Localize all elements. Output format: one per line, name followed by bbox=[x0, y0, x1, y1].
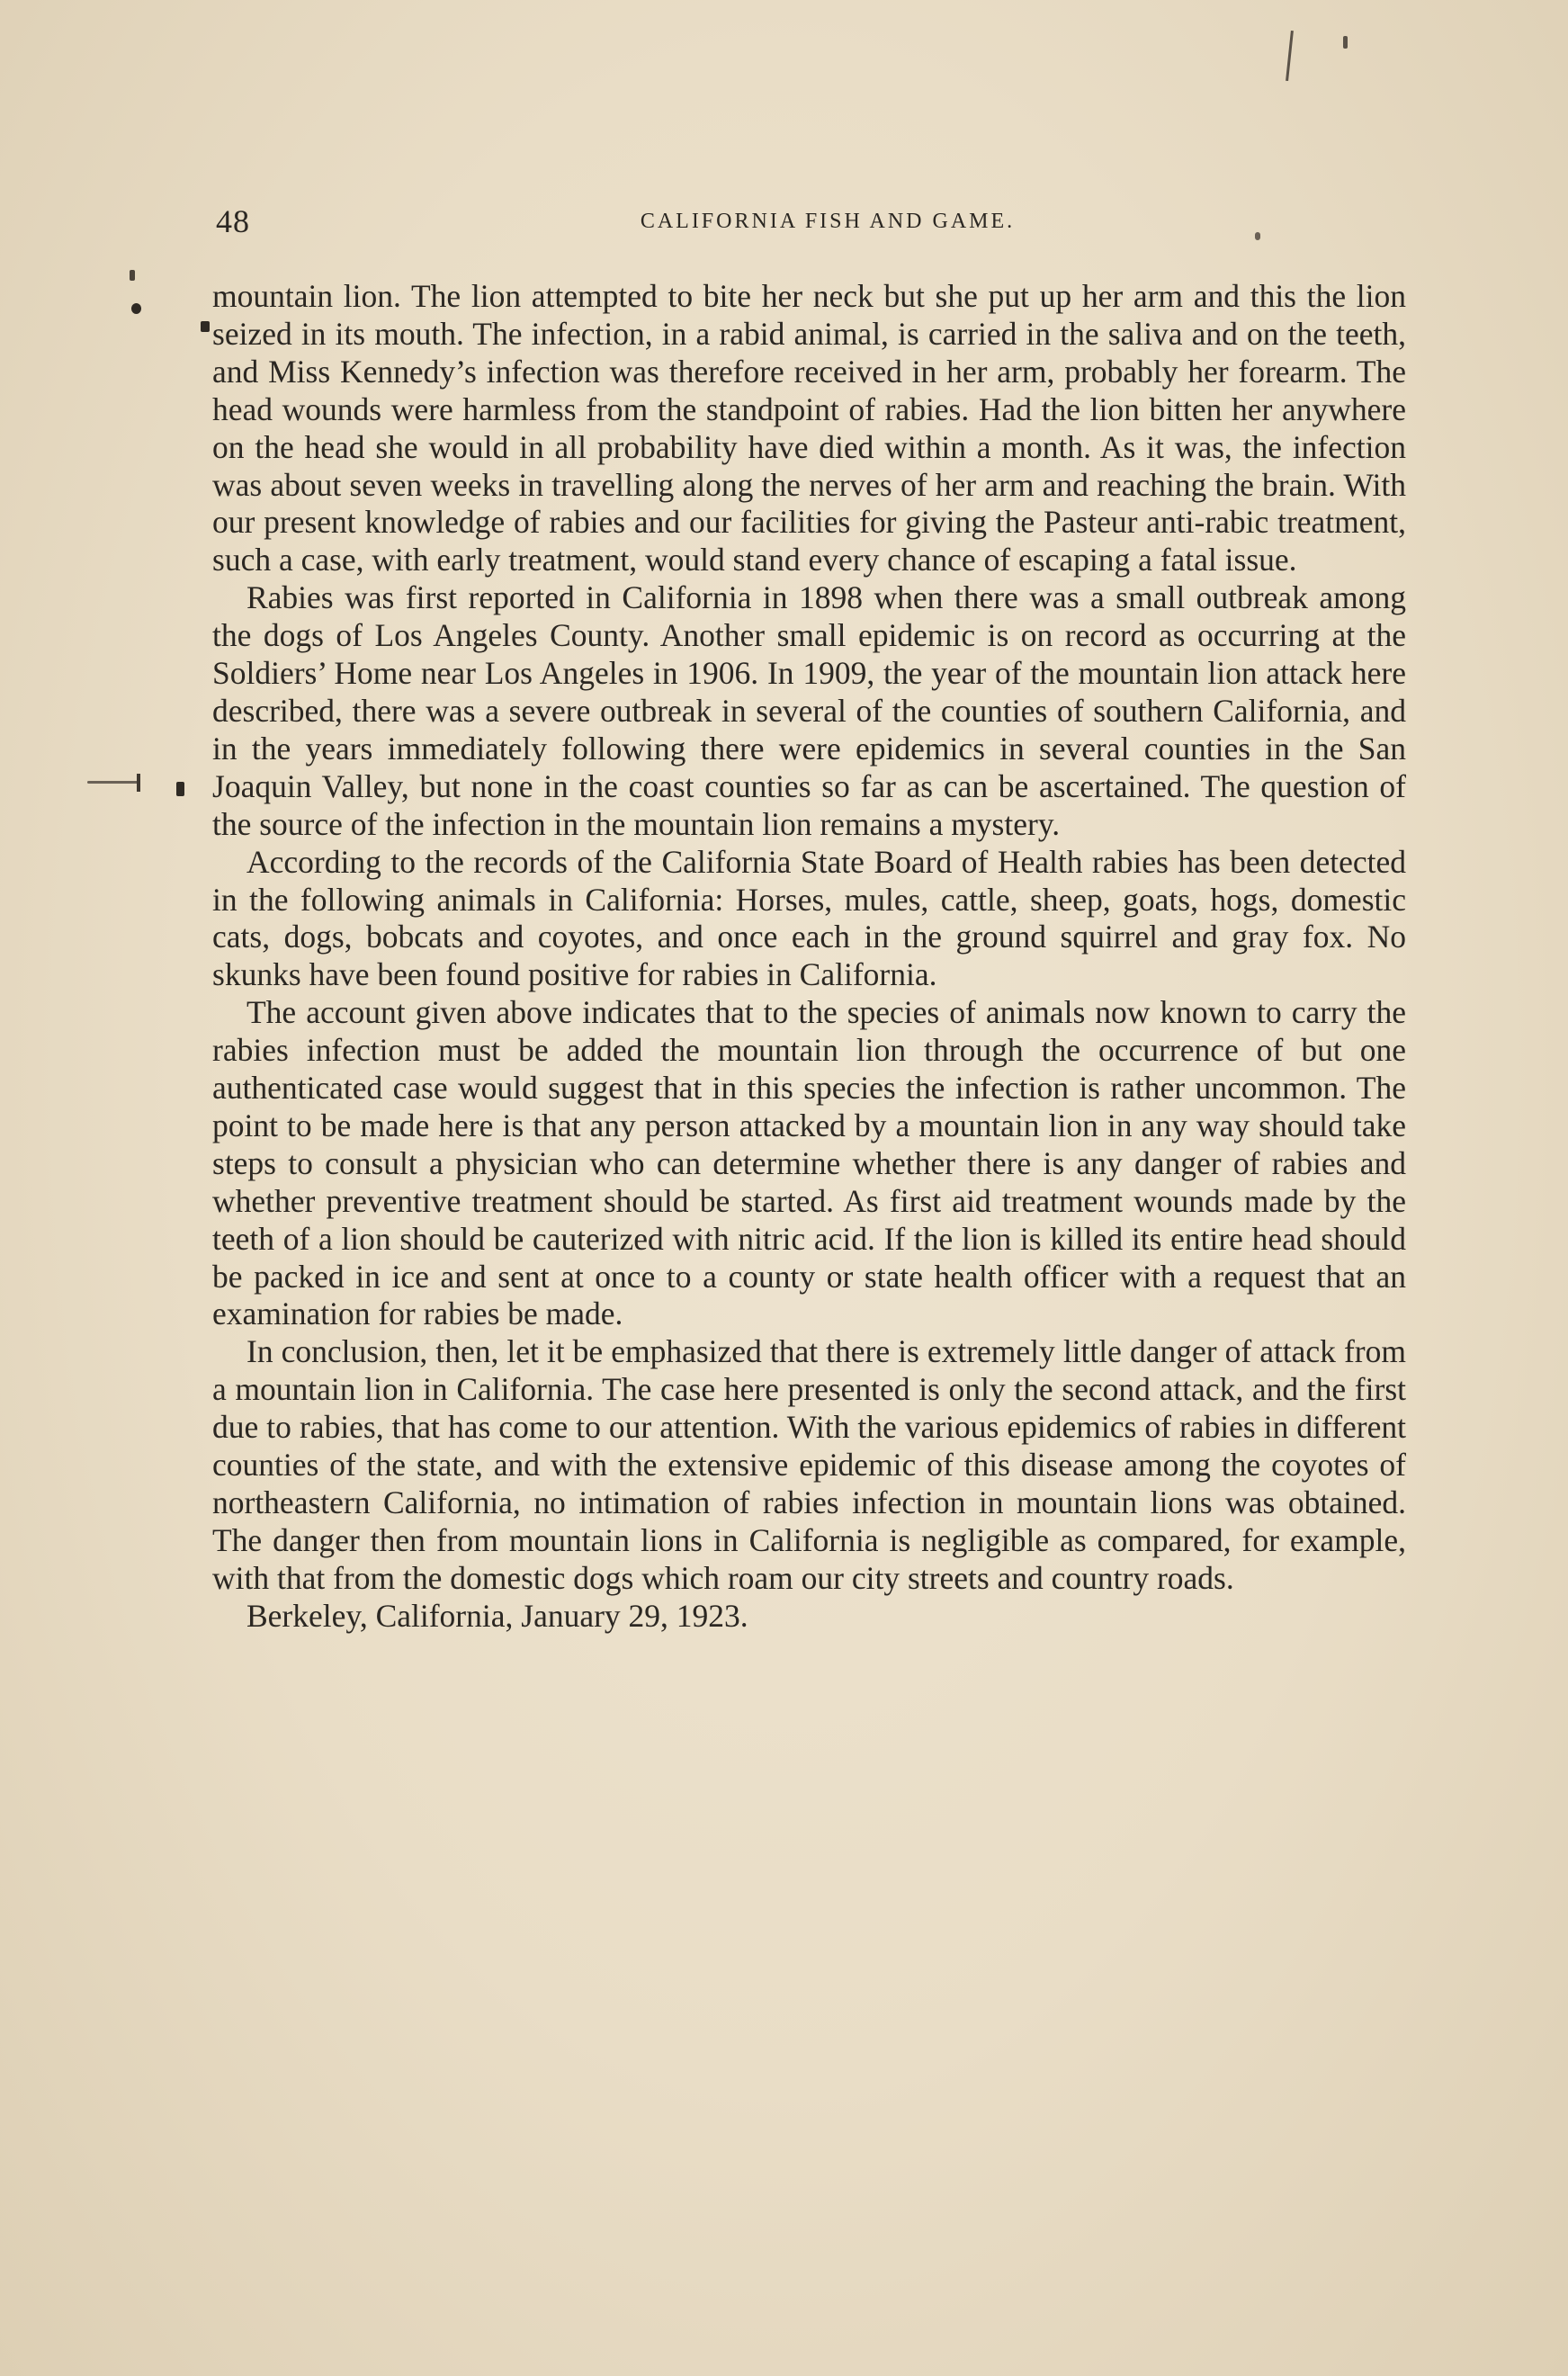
margin-mark bbox=[1343, 36, 1348, 49]
paragraph: In conclusion, then, let it be emphasized that there is extremely little danger of attack from a mountain lion in California. The case here presented is only the second attack, and the first due to rabies, that has come to our attention. With the various epidemics of rabies in different counties of the state, and with the extensive epidemic of this disease among the coyotes of northeastern California, no intimation of rabies infection in mountain lions was obtained. The danger then from mountain lions in California is negligible as compared, for example, with that from the domestic dogs which roam our city streets and country roads. bbox=[212, 1333, 1406, 1596]
margin-mark bbox=[87, 781, 139, 784]
margin-mark bbox=[130, 270, 135, 281]
margin-mark bbox=[201, 321, 210, 332]
page-header bbox=[216, 202, 1403, 247]
page-number: 48 bbox=[216, 203, 250, 239]
paragraph: The account given above indicates that to the species of animals now known to carry the rabies infection must be added the mountain lion through the occurrence of but one authenticated case would suggest that in this species the infection is rather uncommon. The point to be made here is that any person attacked by a mountain lion in any way should take steps to consult a physician who can determine whether there is any danger of rabies and whether preventive treatment should be started. As first aid treatment wounds made by the teeth of a lion should be cauterized with nitric acid. If the lion is killed its entire head should be packed in ice and sent at once to a county or state health officer with a request that an examination for rabies be made. bbox=[212, 994, 1406, 1332]
margin-mark bbox=[1286, 31, 1294, 81]
body-text bbox=[212, 278, 1406, 1636]
signature-line: Berkeley, California, January 29, 1923. bbox=[246, 1597, 748, 1634]
paragraph-continuation: mountain lion. The lion attempted to bite her neck but she put up her arm and this the lion seized in its mouth. The infection, in a rabid animal, is carried in the saliva and on the teeth, and Miss Kennedy’s infection was therefore received in her arm, probably her forearm. The head wounds were harmless from the standpoint of rabies. Had the lion bitten her anywhere on the head she would in all probability have died within a month. As it was, the infection was about seven weeks in travelling along the nerves of her arm and reaching the brain. With our present knowledge of rabies and our facilities for giving the Pasteur anti-rabic treatment, such a case, with early treatment, would stand every chance of escaping a fatal issue. bbox=[212, 278, 1406, 578]
paragraph: According to the records of the California State Board of Health rabies has been detected in the following animals in California: Horses, mules, cattle, sheep, goats, hogs, domestic cats, dogs, bobcats and coyotes, and once each in the ground squirrel and gray fox. No skunks have been found positive for rabies in California. bbox=[212, 843, 1406, 993]
running-head: CALIFORNIA FISH AND GAME. bbox=[640, 210, 1016, 233]
margin-mark bbox=[131, 303, 141, 314]
margin-mark bbox=[176, 782, 184, 796]
margin-mark bbox=[137, 774, 140, 792]
paragraph: Rabies was first reported in California in 1898 when there was a small outbreak among the dogs of Los Angeles County. Another small epidemic is on record as occurring at the Soldiers’ Home near Los Angeles in 1906. In 1909, the year of the mountain lion attack here described, there was a severe outbreak in several of the counties of southern California, and in the years immediately following there were epidemics in several counties in the San Joaquin Valley, but none in the coast counties so far as can be ascertained. The question of the source of the infection in the mountain lion remains a mystery. bbox=[212, 579, 1406, 842]
